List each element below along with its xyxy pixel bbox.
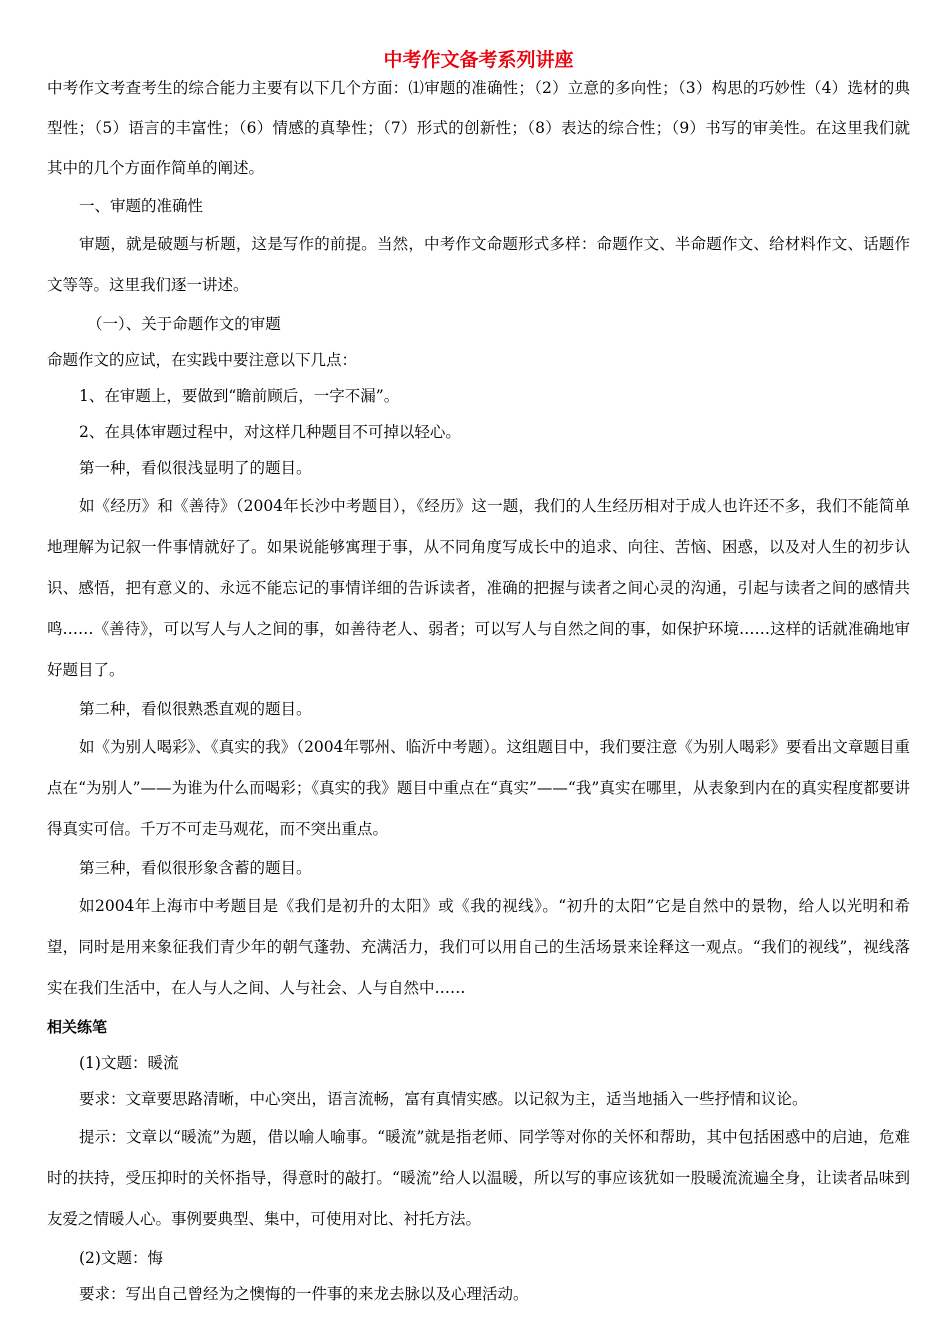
page-title: 中考作文备考系列讲座 [383, 49, 574, 71]
section-body-1: 审题，就是破题与析题，这是写作的前提。当然，中考作文命题形式多样：命题作文、半命题作文、给材料作文、话题作文等等。这里我们逐一讲述。 [47, 235, 910, 294]
type-2-body: 如《为别人喝彩》、《真实的我》（2004年鄂州、临沂中考题）。这组题目中，我们要注意《为别人喝彩》要看出文章题目重点在“为别人”——为谁为什么而喝彩；《真实的我》题目中重点在“真实”——“我”真实在哪里，从表象到内在的真实程度都要讲得真实可信。千万不可走马观花，而不突出重点。 [47, 738, 910, 838]
section-heading-1: 一、审题的准确性 [79, 197, 204, 215]
exercise-1-hint: 提示：文章以“暖流”为题，借以喻人喻事。“暖流”就是指老师、同学等对你的关怀和帮助，其中包括困惑中的启迪，危难时的扶持，受压抑时的关怀指导，得意时的敲打。“暖流”给人以温暖，所以写的事应该犹如一股暖流流遍全身，让读者品味到友爱之情暖人心。事例要典型、集中，可使用对比、衬托方法。 [47, 1128, 910, 1228]
type-3-body: 如2004年上海市中考题目是《我们是初升的太阳》或《我的视线》。“初升的太阳”它是自然中的景物，给人以光明和希望，同时是用来象征我们青少年的朝气蓬勃、充满活力，我们可以用自己的生活场景来诠释这一观点。“我们的视线”，视线落实在我们生活中，在人与人之间、人与社会、人与自然中…… [47, 897, 910, 997]
practice-heading: 相关练笔 [47, 1018, 108, 1036]
type-3-title: 第三种，看似很形象含蓄的题目。 [79, 859, 312, 877]
exercise-2-title: (2)文题：悔 [79, 1249, 163, 1267]
type-1-body: 如《经历》和《善待》（2004年长沙中考题目），《经历》这一题，我们的人生经历相对于成人也许还不多，我们不能简单地理解为记叙一件事情就好了。如果说能够寓理于事，从不同角度写成长中的追求、向往、苦恼、困惑，以及对人生的初步认识、感悟，把有意义的、永远不能忘记的事情详细的告诉读者，准确的把握与读者之间心灵的沟通，引起与读者之间的感情共鸣……《善待》，可以写人与人之间的事，如善待老人、弱者；可以写人与自然之间的事，如保护环境……这样的话就准确地审好题目了。 [47, 497, 910, 679]
exercise-1-requirement: 要求：文章要思路清晰，中心突出，语言流畅，富有真情实感。以记叙为主，适当地插入一些抒情和议论。 [79, 1090, 808, 1108]
type-1-title: 第一种，看似很浅显明了的题目。 [79, 459, 312, 477]
exercise-2-requirement: 要求：写出自己曾经为之懊悔的一件事的来龙去脉以及心理活动。 [79, 1285, 529, 1303]
point-2: 2、在具体审题过程中，对这样几种题目不可掉以轻心。 [79, 423, 461, 441]
subsection-heading-1: （一）、关于命题作文的审题 [87, 315, 281, 333]
type-2-title: 第二种，看似很熟悉直观的题目。 [79, 700, 312, 718]
intro-paragraph: 中考作文考查考生的综合能力主要有以下几个方面：⑴审题的准确性；（2）立意的多向性；（3）构思的巧妙性（4）选材的典型性；（5）语言的丰富性；（6）情感的真挚性；（7）形式的创新性；（8）表达的综合性；（9）书写的审美性。在这里我们就其中的几个方面作简单的阐述。 [47, 79, 910, 177]
subsection-lead: 命题作文的应试，在实践中要注意以下几点： [47, 351, 358, 369]
point-1: 1、在审题上，要做到“瞻前顾后，一字不漏”。 [79, 387, 400, 405]
exercise-1-title: (1)文题：暖流 [79, 1054, 179, 1072]
